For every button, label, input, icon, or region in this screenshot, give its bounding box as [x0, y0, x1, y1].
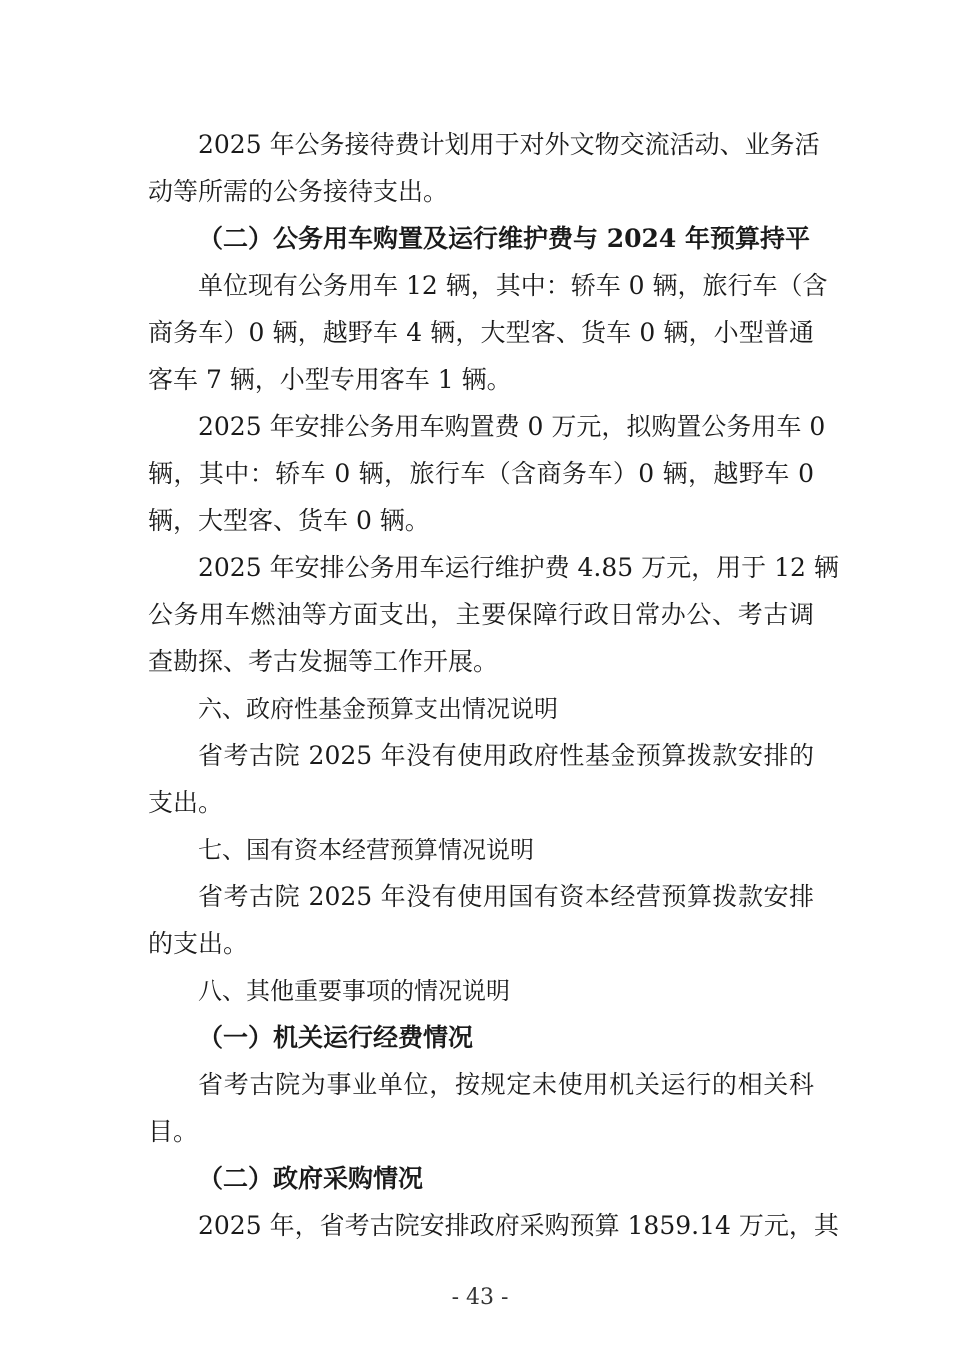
section-heading: 七、国有资本经营预算情况说明: [198, 836, 534, 864]
paragraph-line: 省考古院 2025 年没有使用国有资本经营预算拨款安排: [198, 882, 814, 911]
paragraph-line: 省考古院为事业单位，按规定未使用机关运行的相关科: [198, 1070, 814, 1099]
paragraph-line: 客车 7 辆，小型专用客车 1 辆。: [148, 365, 512, 394]
paragraph-line: 支出。: [148, 788, 224, 817]
paragraph-line: 2025 年公务接待费计划用于对外文物交流活动、业务活: [198, 130, 820, 159]
subsection-heading: （二）政府采购情况: [198, 1164, 424, 1193]
paragraph-line: 的支出。: [148, 929, 249, 958]
subsection-heading: （一）机关运行经费情况: [198, 1023, 474, 1052]
paragraph-line: 商务车）0 辆，越野车 4 辆，大型客、货车 0 辆，小型普通: [148, 318, 814, 347]
paragraph-line: 单位现有公务用车 12 辆，其中：轿车 0 辆，旅行车（含: [198, 271, 828, 300]
paragraph-line: 2025 年安排公务用车运行维护费 4.85 万元，用于 12 辆: [198, 553, 839, 582]
paragraph-line: 2025 年，省考古院安排政府采购预算 1859.14 万元，其: [198, 1211, 839, 1240]
subsection-heading: （二）公务用车购置及运行维护费与 2024 年预算持平: [198, 224, 810, 253]
paragraph-line: 动等所需的公务接待支出。: [148, 177, 449, 206]
paragraph-line: 辆，其中：轿车 0 辆，旅行车（含商务车）0 辆，越野车 0: [148, 459, 814, 488]
paragraph-line: 2025 年安排公务用车购置费 0 万元，拟购置公务用车 0: [198, 412, 826, 441]
paragraph-line: 辆，大型客、货车 0 辆。: [148, 506, 430, 535]
section-heading: 六、政府性基金预算支出情况说明: [198, 695, 558, 723]
section-heading: 八、其他重要事项的情况说明: [198, 977, 510, 1005]
page-number: - 43 -: [451, 1285, 509, 1310]
paragraph-line: 查勘探、考古发掘等工作开展。: [148, 647, 499, 676]
paragraph-line: 公务用车燃油等方面支出，主要保障行政日常办公、考古调: [148, 600, 814, 629]
paragraph-line: 目。: [148, 1117, 199, 1146]
paragraph-line: 省考古院 2025 年没有使用政府性基金预算拨款安排的: [198, 741, 814, 770]
